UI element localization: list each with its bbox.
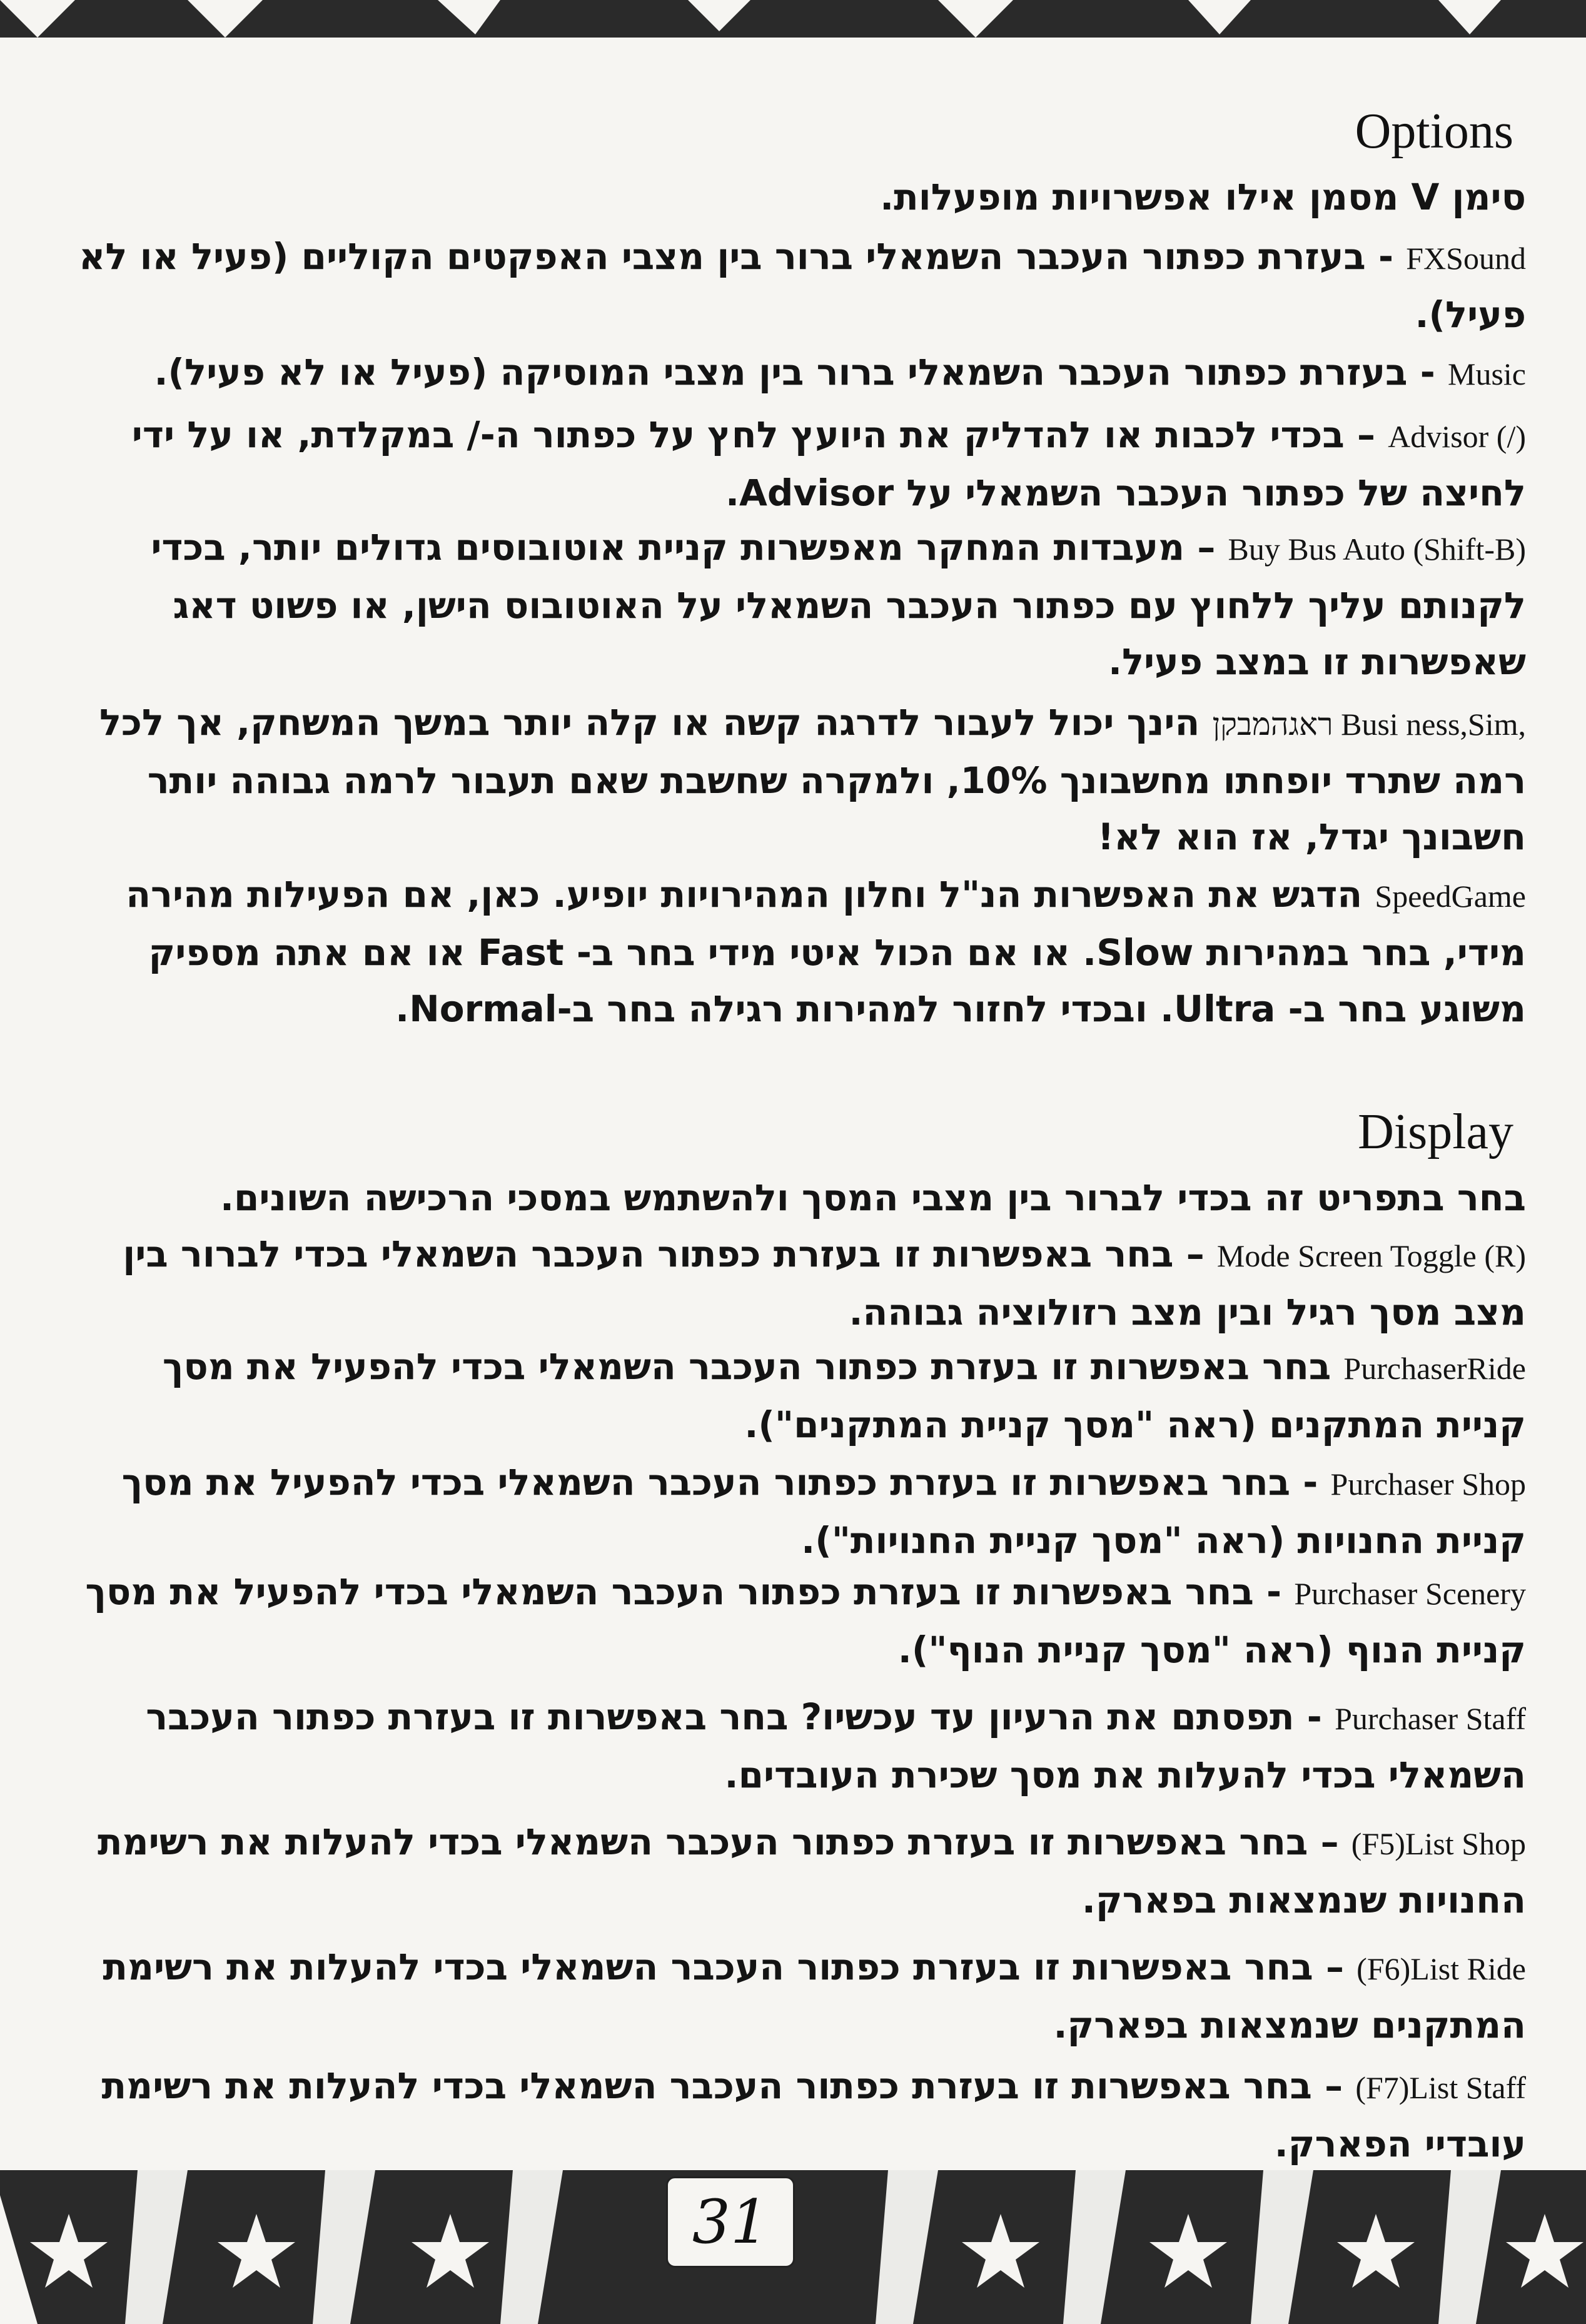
option-description: הינך יכול לעבור לדרגה קשה או קלה יותר במשך המשחק, אך לכל רמה שתרד יופחתו מחשבונך 10%, ולמקרה שחשבת שאם תעבור לרמה גבוהה יותר חשבונך יגדל, אז הוא לא! [99,701,1526,858]
option-difficulty [63,694,1526,865]
display-separator: – [1325,2064,1343,2107]
display-intro-text: בחר בתפריט זה בכדי לברור בין מצבי המסך ולהשתמש במסכי הרכישה השונים. [220,1176,1526,1219]
display-term: PurchaserRide [1343,1351,1526,1386]
top-border-pattern [0,0,1586,38]
option-speed-game [63,866,1526,1037]
option-description: בכדי לכבות או להדליק את היועץ לחץ על כפתור ה-/ במקלדת, או על ידי לחיצה של כפתור העכבר השמאלי על Advisor. [131,413,1526,514]
option-term: Advisor (/) [1388,419,1526,454]
page-content [63,94,1526,2165]
option-term: FXSound [1406,241,1526,276]
display-term: (F5)List Shop [1351,1826,1526,1861]
option-advisor [63,407,1526,521]
page-number-box [666,2176,795,2268]
star-icon [412,2214,489,2288]
display-description: בחר באפשרות זו בעזרת כפתור העכבר השמאלי בכדי לברור בין מצב מסך רגיל ובין מצב רזולוציה גבוהה. [123,1233,1526,1333]
option-term: SpeedGame [1375,879,1526,914]
star-icon [1337,2214,1415,2288]
display-mode-screen-toggle [63,1226,1526,1340]
star-icon [218,2214,295,2288]
display-separator: – [1186,1233,1205,1275]
option-description: הדגש את האפשרות הנ"ל וחלון המהירויות יופיע. כאן, אם הפעילות מהירה מידי, בחר במהירות Slow. או אם הכול איטי מידי בחר ב- Fast או אם אתה מספיק משוגע בחר ב- Ultra. ובכדי לחזור למהירות רגילה בחר ב-Normal. [126,873,1526,1030]
option-term: ראגהמבקן Busi ness,Sim, [1212,707,1526,742]
option-separator: – [1197,526,1216,568]
star-icons [30,2214,1583,2288]
option-description: בעזרת כפתור העכבר השמאלי ברור בין מצבי האפקטים הקוליים (פעיל או לא פעיל). [79,235,1526,336]
display-term: Purchaser Scenery [1294,1576,1526,1611]
star-icon [962,2214,1039,2288]
display-description: בחר באפשרות זו בעזרת כפתור העכבר השמאלי בכדי להעלות את רשימת עובדיי הפארק. [101,2064,1526,2165]
display-separator: – [1320,1821,1339,1863]
option-separator: - [1420,351,1435,393]
display-list-ride [63,1939,1526,2053]
display-intro [63,1170,1526,1226]
option-buy-bus-auto [63,519,1526,690]
section-heading-display: Display [1358,1104,1513,1159]
option-description: מעבדות המחקר מאפשרות קניית אוטובוסים גדולים יותר, בכדי לקנותם עליך ללחוץ עם כפתור העכבר השמאלי על האוטובוס הישן, או פשוט דאג שאפשרות זו במצב פעיל. [151,526,1526,683]
star-icon [1506,2214,1583,2288]
display-separator: - [1306,1695,1322,1738]
option-term: Buy Bus Auto (Shift-B) [1228,532,1526,567]
option-separator: - [1378,235,1394,278]
display-term: Mode Screen Toggle (R) [1216,1238,1526,1273]
option-description: בעזרת כפתור העכבר השמאלי ברור בין מצבי המוסיקה (פעיל או לא פעיל). [154,351,1408,393]
options-intro-text: סימן V מסמן אילו אפשרויות מופעלות. [880,176,1526,218]
display-purchaser-staff [63,1689,1526,1803]
display-description: בחר באפשרות זו בעזרת כפתור העכבר השמאלי בכדי להפעיל את מסך קניית הנוף (ראה "מסך קניית הנוף"). [85,1570,1526,1671]
display-separator: - [1266,1570,1282,1613]
option-fxsound [63,228,1526,343]
option-term: Music [1448,356,1526,392]
section-heading-options: Options [1355,104,1513,159]
display-term: Purchaser Staff [1335,1701,1526,1736]
option-separator: – [1356,413,1375,456]
display-purchaser-ride [63,1338,1526,1453]
display-purchaser-scenery [63,1564,1526,1678]
display-purchaser-shop [63,1454,1526,1569]
star-icon [30,2214,108,2288]
page-number: 31 [692,2187,769,2257]
options-intro [63,169,1526,225]
display-term: (F7)List Staff [1355,2070,1526,2105]
display-description: בחר באפשרות זו בעזרת כפתור העכבר השמאלי בכדי להפעיל את מסך קניית המתקנים (ראה "מסך קניית המתקנים"). [162,1345,1526,1446]
display-description: בחר באפשרות זו בעזרת כפתור העכבר השמאלי בכדי להפעיל את מסך קניית החנויות (ראה "מסך קניית החנויות"). [121,1461,1526,1562]
display-description: בחר באפשרות זו בעזרת כפתור העכבר השמאלי בכדי להעלות את רשימת החנויות שנמצאות בפארק. [98,1821,1526,1921]
display-description: תפסתם את הרעיון עד עכשיו? בחר באפשרות זו בעזרת כפתור העכבר השמאלי בכדי להעלות את מסך שכירת העובדים. [146,1695,1526,1796]
top-border [0,0,1586,38]
display-separator: – [1325,1946,1344,1988]
display-list-shop [63,1814,1526,1928]
star-icon [1149,2214,1227,2288]
display-term: (F6)List Ride [1356,1951,1526,1986]
display-list-staff [63,2058,1526,2172]
display-term: Purchaser Shop [1330,1467,1526,1502]
display-separator: - [1303,1461,1318,1503]
display-description: בחר באפשרות זו בעזרת כפתור העכבר השמאלי בכדי להעלות את רשימת המתקנים שנמצאות בפארק. [103,1946,1526,2046]
option-music [63,344,1526,402]
